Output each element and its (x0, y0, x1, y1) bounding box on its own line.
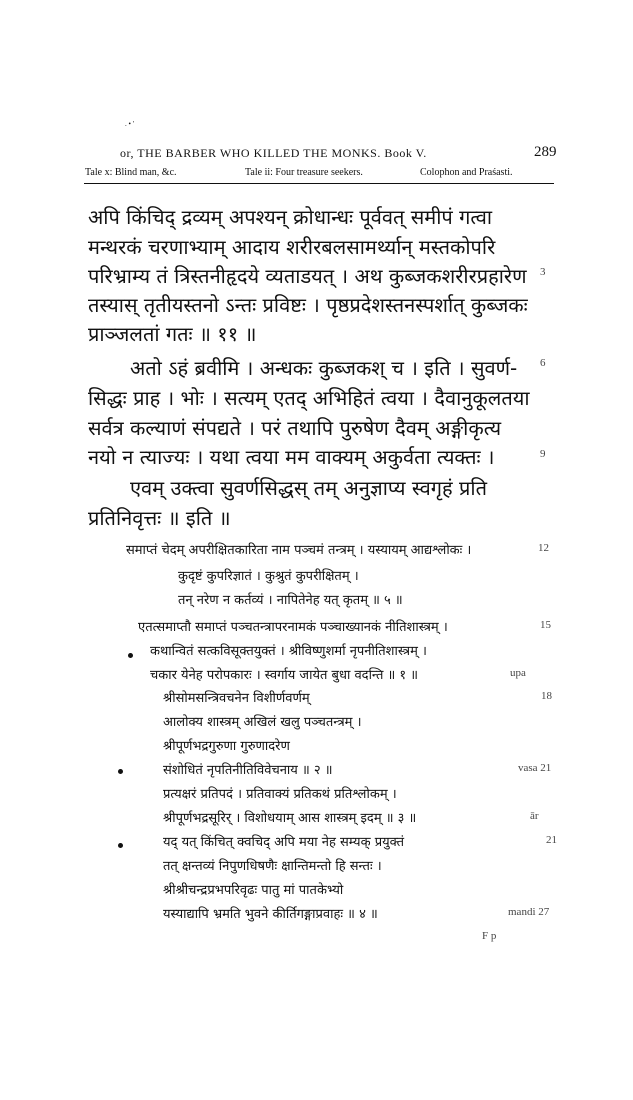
prashasti-line: आलोक्य शास्त्रम् अखिलं खलु पञ्चतन्त्रम् । (163, 715, 362, 730)
text-line: सिद्धः प्राह । भोः । सत्यम् एतद् अभिहितं त्वया । दैवानुकूलतया (88, 386, 530, 410)
prashasti-line: एतत्समाप्तौ समाप्तं पञ्चतन्त्रापरनामकं पञ्चाख्यानकं नीतिशास्त्रम् । (138, 620, 448, 635)
text-line: एवम् उक्त्वा सुवर्णसिद्धस् तम् अनुज्ञाप्य स्वगृहं प्रति (130, 476, 487, 500)
prashasti-line: प्रत्यक्षरं प्रतिपदं । प्रतिवाक्यं प्रतिकथं प्रतिश्लोकम् । (163, 787, 397, 802)
prashasti-line: चकार येनेह परोपकारः । स्वर्गाय जायेत बुधा वदन्ति ॥ १ ॥ (150, 668, 419, 683)
prashasti-line: संशोधितं नृपतिनीतिविवेचनाय ॥ २ ॥ (163, 763, 333, 778)
colophon-line: तन् नरेण न कर्तव्यं । नापितेनेह यत् कृतम् ॥ ५ ॥ (178, 593, 403, 608)
subhead-left: Tale x: Blind man, &c. (85, 167, 177, 178)
prashasti-line: श्रीश्रीचन्द्रप्रभपरिवृढः पातु मां पातकेभ्यो (163, 883, 344, 898)
margin-number: 6 (540, 357, 546, 369)
text-line: परिभ्राम्य तं त्रिस्तनीहृदये व्यताडयत् । अथ कुब्जकशरीरप्रहारेण (88, 264, 527, 288)
text-line: अपि किंचिद् द्रव्यम् अपश्यन् क्रोधान्धः पूर्ववत् समीपं गत्वा (88, 205, 493, 229)
stray-marks: . • ' (125, 120, 134, 128)
page-number: 289 (534, 144, 557, 160)
prashasti-line: कथान्वितं सत्कविसूक्तयुक्तं । श्रीविष्णुशर्मा नृपनीतिशास्त्रम् । (150, 644, 427, 659)
scan-dot (118, 769, 123, 774)
header-rule (84, 183, 554, 184)
subhead-center: Tale ii: Four treasure seekers. (245, 167, 363, 178)
subhead-right: Colophon and Praśasti. (420, 167, 513, 178)
prashasti-line: यस्याद्यापि भ्रमति भुवने कीर्तिगङ्गाप्रवाहः ॥ ४ ॥ (163, 907, 378, 922)
margin-number: 3 (540, 266, 546, 278)
prashasti-line: तत् क्षन्तव्यं निपुणधिषणैः क्षान्तिमन्तो हि सन्तः । (163, 859, 382, 874)
text-line: सर्वत्र कल्याणं संपद्यते । परं तथापि पुरुषेण दैवम् अङ्गीकृत्य (88, 416, 502, 440)
colophon-line: कुदृष्टं कुपरिज्ञातं । कुश्रुतं कुपरीक्षितम् । (178, 569, 359, 584)
margin-number: 9 (540, 448, 546, 460)
margin-note: upa (510, 667, 526, 679)
text-line: नयो न त्याज्यः । यथा त्वया मम वाक्यम् अकुर्वता त्यक्तः । (88, 445, 495, 469)
colophon-line: समाप्तं चेदम् अपरीक्षितकारिता नाम पञ्चमं तन्त्रम् । यस्यायम् आद्यश्लोकः । (126, 543, 472, 558)
margin-number: 12 (538, 542, 549, 554)
text-line: तस्यास् तृतीयस्तनो ऽन्तः प्रविष्टः । पृष्ठप्रदेशस्तनस्पर्शात् कुब्जकः (88, 293, 528, 317)
text-line: प्रतिनिवृत्तः ॥ इति ॥ (88, 506, 231, 530)
signature-mark: F p (482, 930, 497, 942)
scan-dot (128, 653, 133, 658)
text-line: मन्थरकं चरणाभ्याम् आदाय शरीरबलसामर्थ्यान् मस्तकोपरि (88, 235, 496, 259)
prashasti-line: श्रीपूर्णभद्रसूरिर् । विशोधयाम् आस शास्त्रम् इदम् ॥ ३ ॥ (163, 811, 417, 826)
prashasti-line: श्रीसोमसन्त्रिवचनेन विशीर्णवर्णम् (163, 691, 310, 706)
margin-number: 18 (541, 690, 552, 702)
prashasti-line: श्रीपूर्णभद्रगुरुणा गुरुणादरेण (163, 739, 290, 754)
prashasti-line: यद् यत् किंचित् क्वचिद् अपि मया नेह सम्यक् प्रयुक्तं (163, 835, 405, 850)
margin-note: mandi 27 (508, 906, 550, 918)
margin-number: 15 (540, 619, 551, 631)
text-line: प्राञ्जलतां गतः ॥ ११ ॥ (88, 322, 257, 346)
margin-note: vasa 21 (518, 762, 552, 774)
running-title: or, THE BARBER WHO KILLED THE MONKS. Book V. (120, 146, 427, 160)
text-line: अतो ऽहं ब्रवीमि । अन्धकः कुब्जकश् च । इति । सुवर्ण- (130, 356, 518, 380)
margin-number: 21 (546, 834, 557, 846)
margin-note: ār (530, 810, 539, 822)
scan-dot (118, 843, 123, 848)
